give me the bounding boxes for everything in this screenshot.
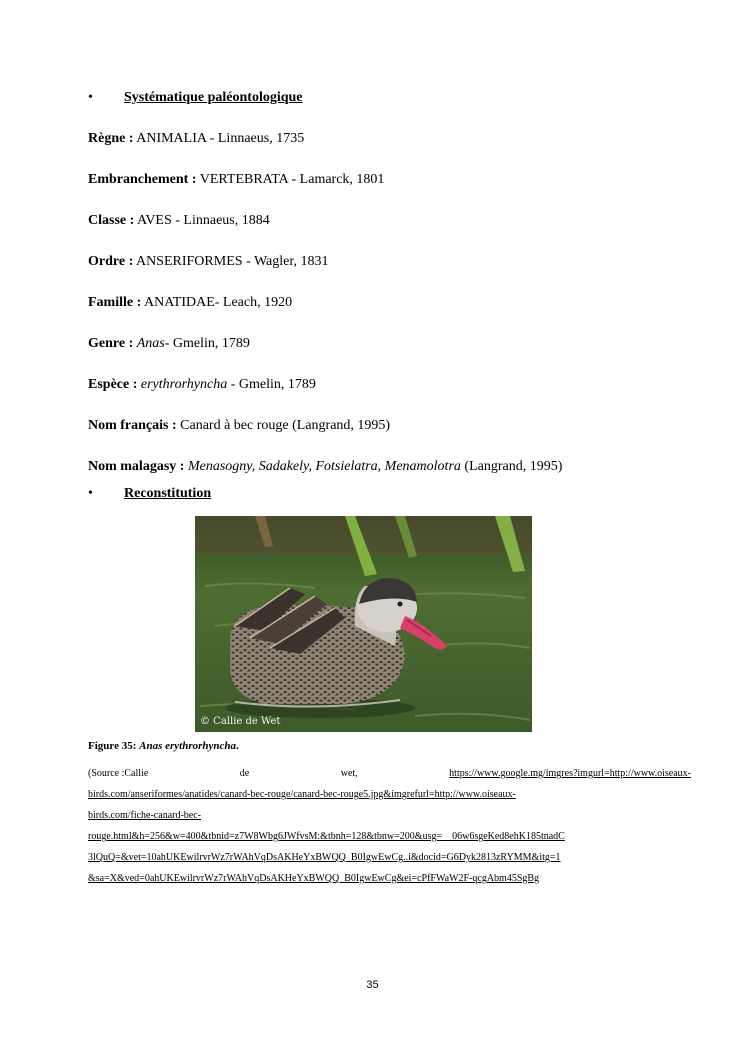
source-url-line[interactable]: birds.com/anseriformes/anatides/canard-bec-rouge/canard-bec-rouge5.jpg&imgrefurl=http://www.oiseaux-	[88, 789, 516, 800]
malagasy-name: Nom malagasy : Menasogny, Sadakely, Fotsielatra, Menamolotra (Langrand, 1995)	[88, 459, 563, 474]
taxonomy-ordre: Ordre : ANSERIFORMES - Wagler, 1831	[88, 254, 329, 269]
source-url-line[interactable]: 3lQuQ=&vet=10ahUKEwilrvrWz7rWAhVqDsAKHeYxBWQQ_B0IgwEwCg..i&docid=G6Dyk2813zRYMM&itg=1	[88, 852, 561, 863]
systematics-heading: Systématique paléontologique	[124, 90, 303, 105]
taxonomy-embranchement: Embranchement : VERTEBRATA - Lamarck, 1801	[88, 172, 385, 187]
taxonomy-regne: Règne : ANIMALIA - Linnaeus, 1735	[88, 131, 305, 146]
source-line-1: (Source :Callie de wet, https://www.google.mg/imgres?imgurl=http://www.oiseaux-	[88, 768, 691, 779]
photo-credit: © Callie de Wet	[200, 716, 281, 727]
duck-photo	[195, 516, 532, 732]
taxonomy-genre: Genre : Anas- Gmelin, 1789	[88, 336, 250, 351]
taxonomy-espece: Espèce : erythrorhyncha - Gmelin, 1789	[88, 377, 316, 392]
source-url-line[interactable]: birds.com/fiche-canard-bec-	[88, 810, 201, 821]
reconstitution-heading: Reconstitution	[124, 486, 212, 501]
source-url-link[interactable]: https://www.google.mg/imgres?imgurl=http://www.oiseaux-	[449, 768, 691, 779]
figure-caption: Figure 35: Anas erythrorhyncha.	[88, 740, 239, 752]
french-name: Nom français : Canard à bec rouge (Langrand, 1995)	[88, 418, 391, 433]
source-url-line[interactable]: rouge.html&h=256&w=400&tbnid=z7W8Wbg6JWfvsM:&tbnh=128&tbnw=200&usg=__06w6sgeKed8ehK185tnadC	[88, 831, 565, 842]
bullet-icon: •	[88, 90, 93, 105]
bullet-icon: •	[88, 486, 93, 501]
page-number: 35	[366, 979, 379, 991]
taxonomy-classe: Classe : AVES - Linnaeus, 1884	[88, 213, 270, 228]
taxonomy-famille: Famille : ANATIDAE- Leach, 1920	[88, 295, 293, 310]
source-url-line[interactable]: &sa=X&ved=0ahUKEwilrvrWz7rWAhVqDsAKHeYxBWQQ_B0IgwEwCg&ei=cPfFWaW2F-qcgAbm45SgBg	[88, 873, 540, 884]
